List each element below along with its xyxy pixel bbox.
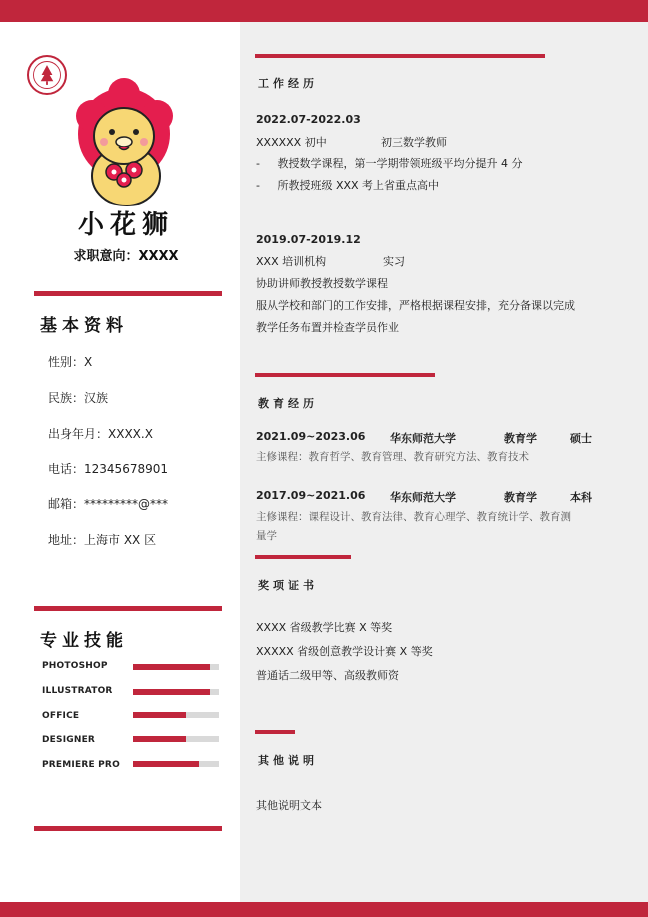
work-divider [255, 54, 545, 58]
skill-name: OFFICE [42, 711, 80, 721]
info-label: 民族： [48, 391, 85, 405]
skill-fill [133, 736, 186, 742]
job-intent-value: XXXX [138, 249, 179, 264]
info-value: 12345678901 [84, 462, 168, 476]
skill-name: DESIGNER [42, 735, 96, 745]
awards-title: 奖项证书 [258, 579, 318, 592]
edu-major: 教育学 [504, 432, 537, 445]
education-title: 教育经历 [258, 397, 318, 410]
other-text: 其他说明文本 [256, 799, 322, 812]
info-value: X [84, 355, 93, 369]
award-item: 普通话二级甲等、高级教师资 [256, 669, 399, 682]
skill-bar [133, 761, 219, 767]
info-label: 地址： [48, 533, 85, 547]
work-line: - 所教授班级 XXX 考上省重点高中 [256, 179, 440, 192]
left-bottom-divider [34, 826, 222, 831]
skill-bar [133, 664, 219, 670]
info-value: XXXX.X [108, 427, 153, 441]
skills-divider [34, 606, 222, 611]
info-gender [48, 353, 92, 370]
work-period: 2022.07-2022.03 [256, 113, 361, 126]
work-role: 初三数学教师 [381, 136, 447, 149]
work-org: XXXXXX 初中 [256, 136, 327, 149]
job-intent-label: 求职意向： [73, 249, 139, 264]
skills-title: 专业技能 [40, 631, 128, 651]
other-divider [255, 730, 295, 734]
job-intent [0, 245, 252, 264]
info-value: 上海市 XX 区 [84, 533, 157, 547]
info-birth [48, 425, 153, 442]
skill-fill [133, 664, 210, 670]
skill-bar [133, 736, 219, 742]
info-label: 性别： [48, 355, 85, 369]
university-seal-logo [27, 55, 67, 95]
work-role: 实习 [383, 255, 405, 268]
info-label: 出身年月： [48, 427, 109, 441]
awards-divider [255, 555, 351, 559]
skill-name: PREMIERE PRO [42, 760, 120, 770]
edu-degree: 硕士 [570, 432, 592, 445]
skill-name: PHOTOSHOP [42, 661, 108, 671]
basic-info-title: 基本资料 [40, 316, 128, 336]
edu-courses: 主修课程：教育哲学、教育管理、教育研究方法、教育技术 [256, 451, 529, 463]
info-phone [48, 460, 168, 477]
work-line: 教学任务布置并检查学员作业 [256, 321, 399, 334]
info-label: 电话： [48, 462, 85, 476]
info-label: 邮箱： [48, 497, 85, 511]
award-item: XXXXX 省级创意教学设计赛 X 等奖 [256, 645, 433, 658]
work-line: - 教授数学课程，第一学期带领班级平均分提升 4 分 [256, 157, 523, 170]
work-line: 服从学校和部门的工作安排，严格根据课程安排，充分备课以完成 [256, 299, 575, 312]
other-title: 其他说明 [258, 754, 318, 767]
info-email [48, 495, 168, 512]
education-divider [255, 373, 435, 377]
work-period: 2019.07-2019.12 [256, 233, 361, 246]
info-value: 汉族 [84, 391, 109, 405]
edu-major: 教育学 [504, 491, 537, 504]
skill-fill [133, 761, 199, 767]
info-address [48, 531, 156, 548]
edu-degree: 本科 [570, 491, 592, 504]
top-accent-bar [0, 0, 648, 22]
edu-period: 2021.09~2023.06 [256, 430, 366, 443]
edu-school: 华东师范大学 [390, 432, 456, 445]
bottom-accent-bar [0, 902, 648, 917]
info-ethnicity [48, 389, 108, 406]
work-org: XXX 培训机构 [256, 255, 327, 268]
basic-info-divider [34, 291, 222, 296]
work-line: 协助讲师教授教授数学课程 [256, 277, 388, 290]
lion-mascot-avatar [62, 76, 192, 206]
skill-name: ILLUSTRATOR [42, 686, 113, 696]
work-title: 工作经历 [258, 77, 318, 90]
info-value: *********@*** [84, 497, 169, 511]
edu-period: 2017.09~2021.06 [256, 489, 366, 502]
skill-fill [133, 689, 210, 695]
edu-school: 华东师范大学 [390, 491, 456, 504]
edu-courses: 主修课程：课程设计、教育法律、教育心理学、教育统计学、教育测 [256, 511, 571, 523]
skill-bar [133, 689, 219, 695]
candidate-name: 小花狮 [77, 210, 174, 240]
edu-courses-cont: 量学 [256, 530, 277, 542]
skill-bar [133, 712, 219, 718]
skill-fill [133, 712, 186, 718]
award-item: XXXX 省级教学比赛 X 等奖 [256, 621, 393, 634]
